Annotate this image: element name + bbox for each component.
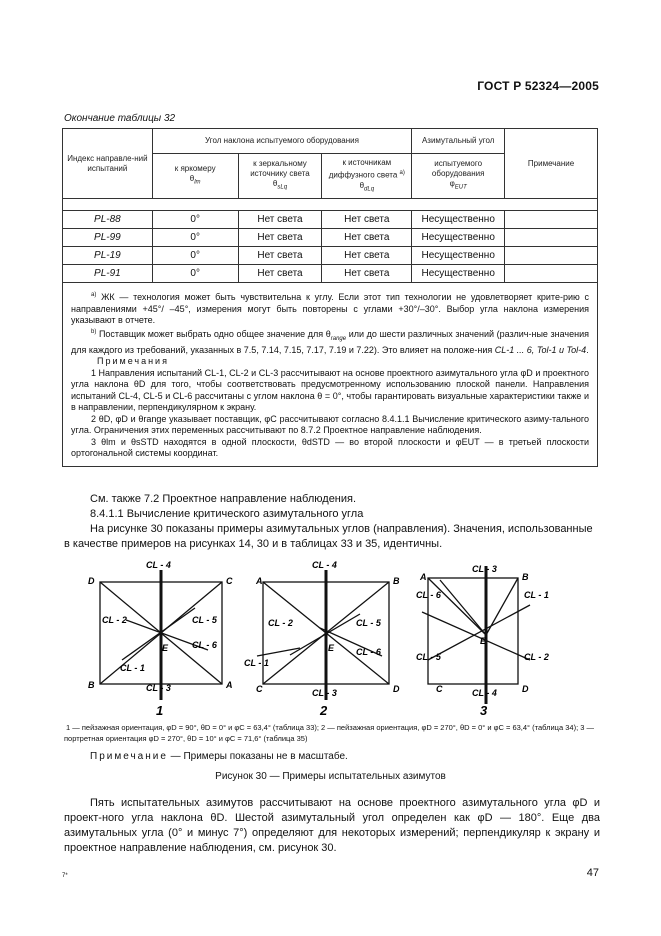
page-number: 47 — [586, 867, 599, 879]
svg-text:E: E — [328, 643, 335, 653]
svg-text:A: A — [420, 572, 427, 582]
document-header: ГОСТ Р 52324—2005 — [477, 79, 599, 93]
svg-text:CL - 2: CL - 2 — [102, 615, 127, 625]
svg-text:2: 2 — [320, 703, 328, 718]
table-row: PL-99 0° Нет света Нет света Несущественно — [63, 229, 598, 247]
svg-text:B: B — [88, 680, 95, 690]
svg-text:E: E — [480, 636, 487, 646]
section-heading: 8.4.1.1 Вычисление критического азимутального угла — [90, 508, 364, 520]
table-footnotes — [63, 283, 598, 467]
table-header-gap — [63, 199, 598, 211]
svg-text:D: D — [522, 684, 529, 694]
svg-text:CL - 3: CL - 3 — [312, 688, 337, 698]
svg-text:CL - 3: CL - 3 — [146, 683, 171, 693]
svg-text:CL - 6: CL - 6 — [192, 640, 217, 650]
svg-text:CL - 2: CL - 2 — [268, 618, 293, 628]
svg-text:B: B — [393, 576, 400, 586]
see-also-text: См. также 7.2 Проектное направление наблюдения. — [90, 493, 357, 505]
svg-text:CL - 1: CL - 1 — [524, 590, 549, 600]
angle-group-header: Угол наклона испытуемого оборудования — [152, 129, 411, 154]
svg-text:E: E — [162, 643, 169, 653]
svg-text:A: A — [226, 680, 233, 690]
svg-text:CL - 6: CL - 6 — [416, 590, 441, 600]
col-eut-header: испытуемого оборудования $\varphi_{EUT}$ — [412, 154, 505, 199]
figure-panel-2 — [244, 560, 400, 718]
note-1: 1 Направления испытаний CL-1, CL-2 и CL-3 рассчитывают на основе проектного азимутального угла φD и проектного угла наклона θD для того, чтобы соответствовать предусмотренному использованию плоской панели. Направления испытаний CL-4, CL-5 и CL-6 рассчитаны с углом наклона θ = 0°, чтобы гарантировать визуальные характеристики также и в направлении, перпендикулярном к экрану. — [71, 367, 589, 413]
svg-text:CL - 1: CL - 1 — [120, 663, 145, 673]
svg-text:C: C — [226, 576, 233, 586]
svg-text:C: C — [256, 684, 263, 694]
svg-text:CL - 5: CL - 5 — [416, 652, 441, 662]
svg-text:CL - 4: CL - 4 — [472, 688, 497, 698]
sheet-mark: 7* — [62, 873, 68, 879]
paragraph-2: Пять испытательных азимутов рассчитывают на основе проектного азимутального угла φD и проект-ного угла наклона θD. Шестой азимутальный угол определен как φD — 180°. Еще два азимутальных угла (0° и минус 7°) определяют для некоторых измерений; перпендикуляр к экрану и проектное направление наблюдения, см. рисунок 30. — [64, 797, 600, 854]
svg-text:1: 1 — [156, 703, 164, 718]
svg-text:B: B — [522, 572, 529, 582]
azimuth-group-header: Азимутальный угол — [412, 129, 505, 154]
svg-text:CL - 4: CL - 4 — [312, 560, 337, 570]
svg-text:D: D — [88, 576, 95, 586]
svg-text:CL - 6: CL - 6 — [356, 647, 381, 657]
table-caption: Окончание таблицы 32 — [64, 113, 176, 124]
svg-text:CL - 1: CL - 1 — [244, 658, 269, 668]
col-diffuse-header: к источникам диффузного света $^{a)}$ $\theta_{dLq}$ — [322, 154, 412, 199]
figure-panel-3 — [416, 564, 549, 718]
figure-legend: 1 — пейзажная ориентация, φD = 90°, θD = 0° и φC = 63,4° (таблица 33); 2 — пейзажная ориентация, φD = 270°, θD = 0° и φC = 63,4° (таблица 34); 3 — портретная ориентация φD = 270°, θD = 10° и φC = 71,6° (таблица 35) — [64, 723, 594, 743]
table-32 — [62, 128, 598, 467]
paragraph-1: На рисунке 30 показаны примеры азимутальных углов (направления). Значения, использованные в качестве примеров на рисунках 14, 30 и в таблицах 33 и 35, идентичны. — [64, 523, 593, 550]
col-index-header: Индекс направле-ний испытаний — [63, 129, 153, 199]
svg-text:CL - 5: CL - 5 — [192, 615, 217, 625]
svg-text:CL - 2: CL - 2 — [524, 652, 549, 662]
col-note-header: Примечание — [505, 129, 598, 199]
figure-30 — [60, 560, 600, 720]
svg-text:A: A — [256, 576, 263, 586]
note-2: 2 θD, φD и θrange указывает поставщик, φC рассчитывают согласно 8.4.1.1 Вычисление критического азиму-тального угла. Ограничения этих переменных рассчитывают по 8.7.2 Проектное направление наблюдения. — [71, 413, 589, 436]
svg-text:3: 3 — [480, 703, 488, 718]
table-row: PL-88 0° Нет света Нет света Несущественно — [63, 211, 598, 229]
svg-text:CL - 3: CL - 3 — [472, 564, 497, 574]
col-mirror-header: к зеркальному источнику света $\theta_{sLq}$ — [238, 154, 322, 199]
figure-caption: Рисунок 30 — Примеры испытательных азимутов — [215, 771, 446, 782]
svg-text:CL - 5: CL - 5 — [356, 618, 381, 628]
svg-text:CL - 4: CL - 4 — [146, 560, 171, 570]
table-row: PL-91 0° Нет света Нет света Несущественно — [63, 265, 598, 283]
figure-note: Примечание — Примеры показаны не в масштабе. — [90, 751, 348, 762]
table-row: PL-19 0° Нет света Нет света Несущественно — [63, 247, 598, 265]
footnote-b: $^{b)}$ Поставщик может выбрать одно общее значение для $\theta_{range}$ или до шести различных значений (различ-ные значения для каждого из требований, указанных в 7.5, 7.14, 7.15, 7.17, 7.19 и 7.22). Это влияет на положе-ния CL-1 ... 6, Tol-1 и Tol-4. — [71, 328, 589, 355]
footnote-a: $^{a)}$ ЖК — технология может быть чувствительна к углу. Если этот тип технологии не удовлетворяет крите-рию с направлениями +45°/ –45°, измерения могут быть повторены с углами +30°/–30°. Выбор угла наклона измерения указывают в отчете. — [71, 292, 589, 325]
svg-text:D: D — [393, 684, 400, 694]
col-bright-header: к яркомеру $\theta_{lm}$ — [152, 154, 238, 199]
note-3: 3 θlm и θsSTD находятся в одной плоскости, θdSTD — во второй плоскости и φEUT — в третьей плоскости ортогональной системы координат. — [71, 436, 589, 459]
figure-panel-1 — [88, 560, 233, 718]
notes-title: Примечания — [97, 356, 169, 367]
svg-text:C: C — [436, 684, 443, 694]
